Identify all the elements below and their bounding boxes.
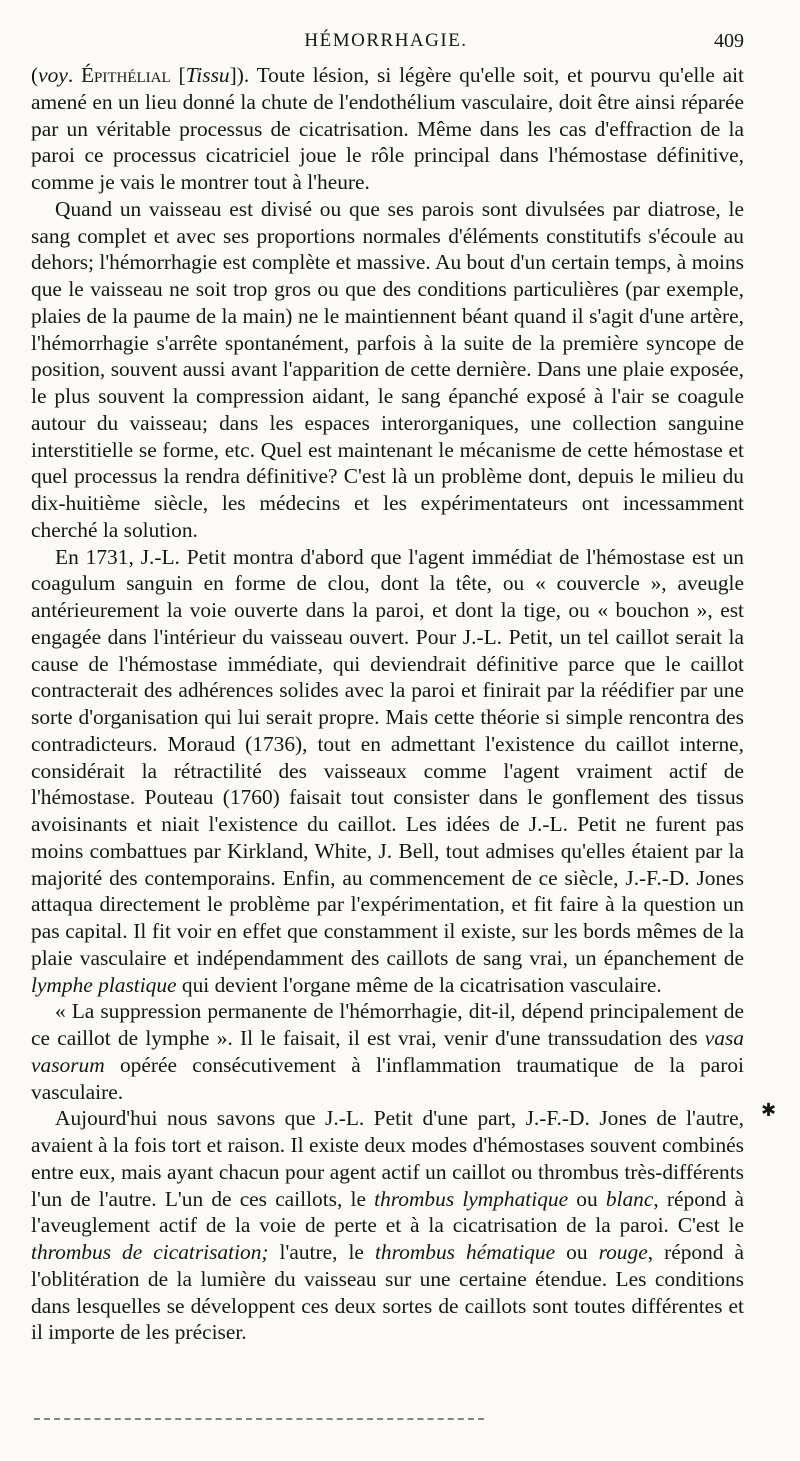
page-header [28, 30, 744, 54]
paragraph [31, 196, 744, 544]
text-run: , répond à l'oblitération de la lumière du vaisseau sur une certaine étendue. Les conditions dans lesquelles se développent ces deux sortes de caillots sont toutes différentes et il importe de les préciser. [31, 1240, 745, 1345]
running-head: HÉMORRHAGIE. [304, 30, 468, 51]
text-run: En 1731, J.-L. Petit montra d'abord que l'agent immédiat de l'hémostase est un coagulum sanguin en forme de clou, dont la tête, ou « couvercle », aveugle antérieurement la voie ouverte dans la paroi, et dont la tige, ou « bouchon », est engagée dans l'intérieur du vaisseau ouvert. Pour J.-L. Petit, un tel caillot serait la cause de l'hémostase immédiate, qui deviendrait définitive parce que le caillot contracterait des adhérences solides avec la paroi et finirait par la réédifier par une sorte d'organisation qui lui serait propre. Mais cette théorie si simple rencontra des contradicteurs. Moraud (1736), tout en admettant l'existence du caillot interne, considérait la rétractilité des vaisseaux comme l'agent vraiment actif de l'hémostase. Pouteau (1760) faisait tout consister dans le gonflement des tissus avoisinants et niait l'existence du caillot. Les idées de J.-L. Petit ne furent pas moins combattues par Kirkland, White, J. Bell, tout admises qu'elles étaient par la majorité des contemporains. Enfin, au commencement de ce siècle, J.-F.-D. Jones attaqua directement le problème par l'expérimentation, et fit faire à la question un pas capital. Il fit voir en effet que constamment il existe, sur les bords mêmes de la plaie vasculaire et indépendamment des caillots de sang vrai, un épanchement de [31, 544, 744, 970]
text-run: [ [170, 63, 186, 87]
body-text [31, 62, 744, 1346]
text-run: opérée consécutivement à l'inflammation traumatique de la paroi vasculaire. [31, 1052, 744, 1104]
text-run: ( [31, 63, 39, 87]
paragraph [31, 544, 744, 999]
italic-run: Tissu [185, 63, 230, 87]
text-run: qui devient l'organe même de la cicatrisation vasculaire. [176, 972, 662, 997]
paragraph [31, 1105, 744, 1346]
text-run: « La suppression permanente de l'hémorrhagie, dit-il, dépend principalement de ce caillot de lymphe ». Il le faisait, il est vrai, venir d'une transsudation des [31, 999, 744, 1050]
text-run: ou [568, 1186, 606, 1211]
page-number: 409 [714, 30, 744, 52]
italic-run: thrombus lymphatique [374, 1186, 569, 1211]
text-run: Aujourd'hui nous savons que J.-L. Petit d'une part, J.-F.-D. Jones de l'autre, avaient à la fois tort et raison. Il existe deux modes d'hémostases souvent combinés entre eux, mais ayant chacun pour agent actif un caillot ou thrombus très-différents l'un de l'autre. L'un de ces caillots, le [31, 1106, 744, 1211]
text-run: ]). Toute lésion, si légère qu'elle soit, et pourvu qu'elle ait amené en un lieu donné la chute de l'endothélium vasculaire, doit être ainsi réparée par un véritable processus de cicatrisation. Même dans les cas d'effraction de la paroi ce processus cicatriciel joue le rôle principal dans l'hémostase définitive, comme je vais le montrer tout à l'heure. [31, 63, 744, 194]
text-run: l'autre, le [268, 1240, 375, 1264]
italic-run: blanc [605, 1186, 654, 1211]
italic-run: thrombus de cicatrisation; [31, 1240, 269, 1264]
text-run: . [67, 63, 81, 87]
italic-run: thrombus hématique [374, 1240, 556, 1264]
italic-run: lymphe plastique [31, 972, 177, 997]
italic-run: vasa vasorum [31, 1026, 744, 1077]
paragraph [31, 62, 744, 196]
paragraph [31, 998, 744, 1105]
italic-run: rouge [598, 1240, 648, 1264]
margin-mark-icon: ✱ [761, 1100, 777, 1120]
italic-run: voy [38, 63, 68, 87]
text-run: ou [555, 1240, 599, 1264]
small-caps-run: Épithélial [80, 63, 171, 87]
footer-rule [34, 1418, 484, 1420]
text-run: Quand un vaisseau est divisé ou que ses parois sont divulsées par diatrose, le sang complet et avec ses proportions normales d'éléments constitutifs s'écoule au dehors; l'hémorrhagie est complète et massive. Au bout d'un certain temps, à moins que le vaisseau ne soit trop gros ou que des conditions particulières (par exemple, plaies de la paume de la main) ne le maintiennent béant quand il s'agit d'une artère, l'hémorrhagie s'arrête spontanément, parfois à la suite de la première syncope de position, souvent aussi avant l'apparition de cette dernière. Dans une plaie exposée, le plus souvent la compression aidant, le sang épanché exposé à l'air se coagule autour du vaisseau; dans les espaces interorganiques, une collection sanguine interstitielle se forme, etc. Quel est maintenant le mécanisme de cette hémostase et quel processus la rendra définitive? C'est là un problème dont, depuis le milieu du dix-huitième siècle, les médecins et les expérimentateurs ont incessamment cherché la solution. [31, 196, 744, 542]
text-run: , répond à l'aveuglement actif de la voie de perte et à la cicatrisation de la paroi. C'est le [31, 1186, 744, 1238]
